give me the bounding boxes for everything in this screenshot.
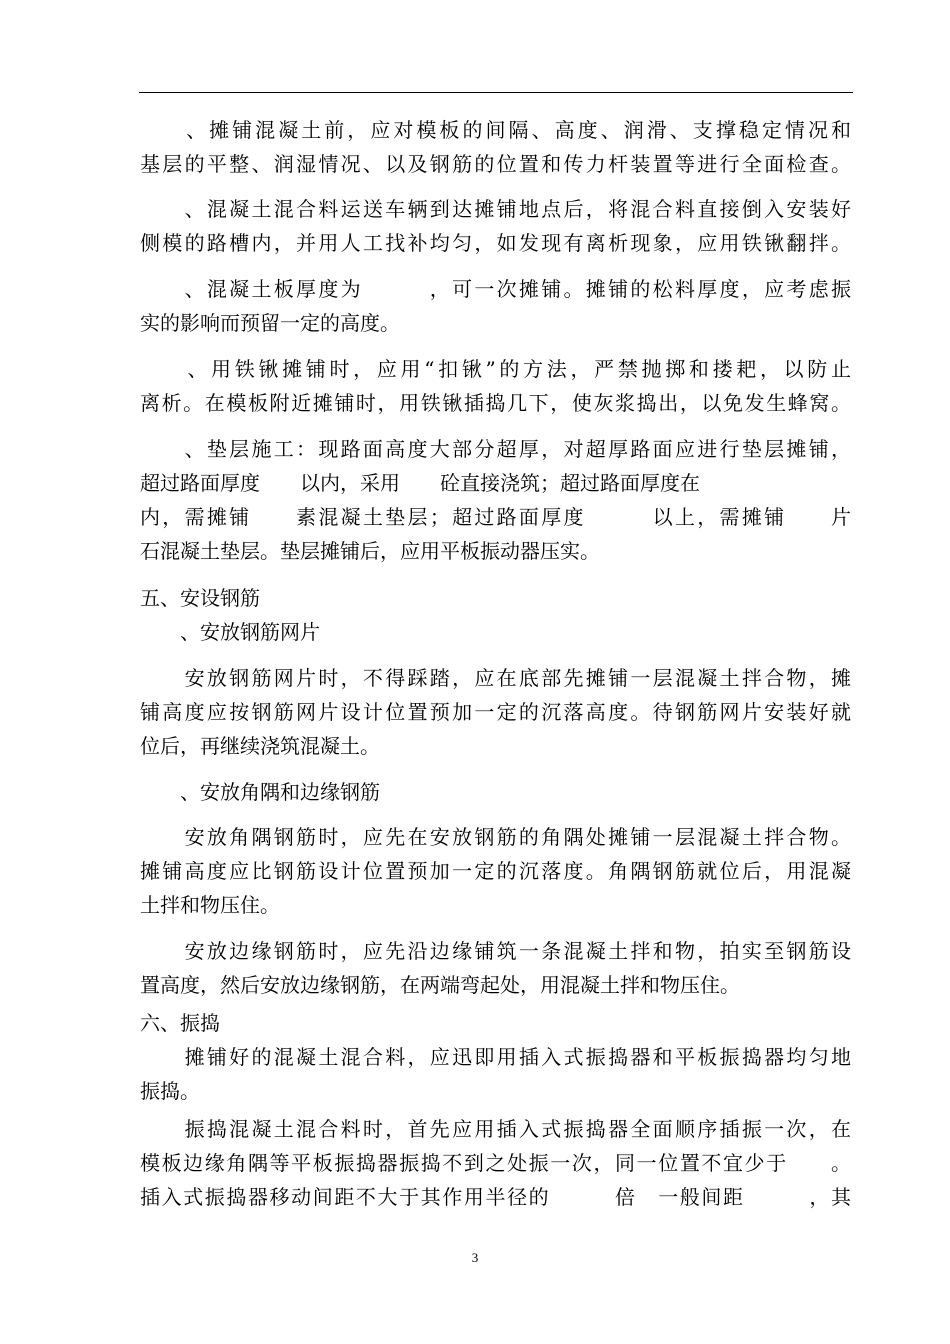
text-line: 、用铁锹摊铺时，应用“扣锹”的方法，严禁抛掷和搂耙，以防止 (140, 357, 851, 381)
text-line: 振捣。 (140, 1079, 200, 1103)
text-line: 、混凝土混合料运送车辆到达摊铺地点后，将混合料直接倒入安装好 (140, 197, 851, 221)
page-number: 3 (471, 1250, 479, 1265)
text-line: 模板边缘角隅等平板振捣器振捣不到之处振一次，同一位置不宜少于 。 (140, 1151, 851, 1175)
text-line: 铺高度应按钢筋网片设计位置预加一定的沉落高度。待钢筋网片安装好就 (140, 700, 851, 724)
text-line: 内，需摊铺 素混凝土垫层；超过路面厚度 以上，需摊铺 片 (140, 505, 851, 529)
text-line: 、摊铺混凝土前，应对模板的间隔、高度、润滑、支撑稳定情况和 (140, 118, 851, 142)
header-rule (139, 92, 853, 93)
text-line: 位后，再继续浇筑混凝土。 (140, 734, 380, 758)
text-line: 基层的平整、润湿情况、以及钢筋的位置和传力杆装置等进行全面检查。 (140, 152, 851, 176)
section-heading: 五、安设钢筋 (140, 586, 260, 610)
text-line: 插入式振捣器移动间距不大于其作用半径的 倍 一般间距 ，其 (140, 1185, 851, 1209)
text-line: 振捣混凝土混合料时，首先应用插入式振捣器全面顺序插振一次，在 (140, 1117, 851, 1141)
subsection-heading: 、安放钢筋网片 (140, 620, 320, 644)
text-line: 置高度，然后安放边缘钢筋，在两端弯起处，用混凝土拌和物压住。 (140, 973, 740, 997)
text-line: 侧模的路槽内，并用人工找补均匀，如发现有离析现象，应用铁锹翻拌。 (140, 231, 851, 255)
text-line: 摊铺高度应比钢筋设计位置预加一定的沉落度。角隅钢筋就位后，用混凝 (140, 859, 851, 883)
text-line: 安放钢筋网片时，不得踩踏，应在底部先摊铺一层混凝土拌合物，摊 (140, 666, 851, 690)
text-line: 实的影响而预留一定的高度。 (140, 311, 400, 335)
text-line: 石混凝土垫层。垫层摊铺后，应用平板振动器压实。 (140, 539, 600, 563)
text-line: 安放边缘钢筋时，应先沿边缘铺筑一条混凝土拌和物，拍实至钢筋设 (140, 939, 851, 963)
text-line: 离析。在模板附近摊铺时，用铁锹插捣几下，使灰浆捣出，以免发生蜂窝。 (140, 391, 851, 415)
text-line: 摊铺好的混凝土混合料，应迅即用插入式振捣器和平板振捣器均匀地 (140, 1045, 851, 1069)
text-line: 超过路面厚度 以内，采用 砼直接浇筑；超过路面厚度在 (140, 471, 700, 495)
text-line: 、混凝土板厚度为 ，可一次摊铺。摊铺的松料厚度，应考虑振 (140, 277, 851, 301)
text-line: 、垫层施工：现路面高度大部分超厚，对超厚路面应进行垫层摊铺， (140, 437, 851, 461)
section-heading: 六、振捣 (140, 1011, 220, 1035)
text-line: 安放角隅钢筋时，应先在安放钢筋的角隅处摊铺一层混凝土拌合物。 (140, 825, 851, 849)
subsection-heading: 、安放角隅和边缘钢筋 (140, 780, 380, 804)
text-line: 土拌和物压住。 (140, 893, 280, 917)
